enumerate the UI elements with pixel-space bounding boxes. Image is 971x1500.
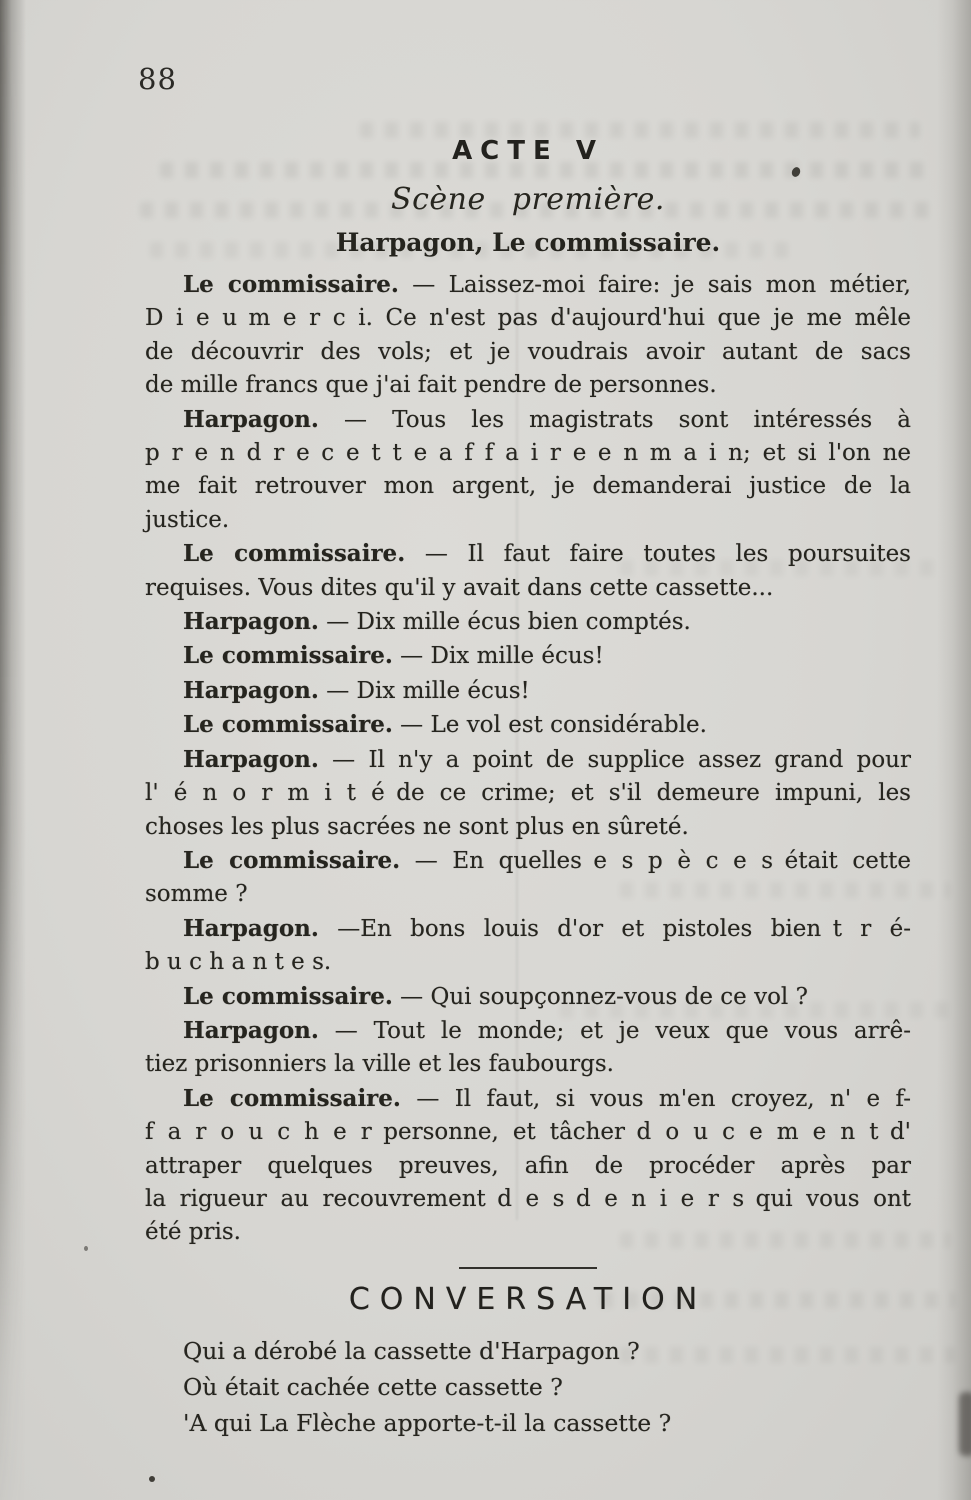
dialogue-line: Le commissaire. — Qui soupçonnez-vous de ce vol ?	[183, 982, 808, 1010]
dialogue-line: l' é n o r m i t é de ce crime; et s'il demeure impuni, les	[145, 780, 911, 807]
dialogue-line: D i e u m e r c i. Ce n'est pas d'aujourd'hui que je me mêle	[145, 305, 911, 332]
dialogue-line: b u c h a n t e s.	[145, 949, 332, 976]
dialogue-line: requises. Vous dites qu'il y avait dans cette cassette...	[145, 574, 774, 601]
dialogue-paragraph	[145, 403, 911, 538]
dialogue-line: Harpagon. — Dix mille écus!	[183, 676, 530, 704]
dialogue-paragraph	[145, 708, 911, 742]
dialogue-line: Harpagon. — Tous les magistrats sont intéressés à	[183, 405, 911, 433]
speaker-name: Harpagon.	[183, 745, 319, 773]
dialogue-paragraph	[145, 605, 911, 639]
dialogue-paragraph	[145, 980, 911, 1014]
right-page-edge-shadow	[937, 0, 971, 1500]
page-content	[145, 268, 911, 1441]
dialogue-line: Harpagon. — Tout le monde; et je veux que vous arrê-	[183, 1016, 911, 1044]
dialogue-paragraph	[145, 674, 911, 708]
dialogue-line: Le commissaire. — Il faut faire toutes les poursuites	[183, 540, 911, 568]
dialogue-line: p r e n d r e c e t t e a f f a i r e e n m a i n; et si l'on ne	[145, 440, 911, 467]
dialogue-line: f a r o u c h e r personne, et tâcher d o u c e m e n t d'	[145, 1119, 911, 1146]
dialogue-line: Le commissaire. — Dix mille écus!	[183, 642, 604, 670]
dialogue-line: été pris.	[145, 1219, 241, 1246]
speaker-name: Harpagon.	[183, 1016, 319, 1044]
speaker-name: Harpagon.	[183, 914, 319, 942]
speaker-name: Le commissaire.	[183, 846, 401, 874]
act-title: ACTE V	[452, 136, 604, 166]
dialogue-paragraph	[145, 1014, 911, 1082]
dialogue-line: justice.	[145, 506, 230, 533]
dialogue-line: Le commissaire. — Il faut, si vous m'en croyez, n' e f-	[183, 1084, 911, 1112]
dialogue-line: attraper quelques preuves, afin de procéder après par	[145, 1152, 911, 1179]
speaker-name: Le commissaire.	[183, 982, 393, 1010]
section-divider	[459, 1267, 597, 1269]
dialogue-line: de découvrir des vols; et je voudrais avoir autant de sacs	[145, 338, 911, 365]
dialogue-paragraph	[145, 743, 911, 844]
conversation-question: Qui a dérobé la cassette d'Harpagon ?	[183, 1336, 640, 1365]
dialogue-paragraph	[145, 912, 911, 980]
dialogue-line: Harpagon. — Il n'y a point de supplice assez grand pour	[183, 745, 911, 773]
dialogue-line: choses les plus sacrées ne sont plus en sûreté.	[145, 813, 689, 840]
binding-shadow-bottom-right	[959, 1392, 971, 1456]
dialogue-line: Le commissaire. — Le vol est considérable.	[183, 711, 707, 739]
characters-line: Harpagon, Le commissaire.	[335, 228, 721, 257]
dialogue-line: me fait retrouver mon argent, je demanderai justice de la	[145, 473, 911, 500]
dialogue-line: de mille francs que j'ai fait pendre de personnes.	[145, 372, 717, 399]
speaker-name: Harpagon.	[183, 608, 319, 636]
speaker-name: Le commissaire.	[183, 271, 399, 298]
dialogue-paragraph	[145, 268, 911, 403]
dialogue-paragraph	[145, 537, 911, 605]
dialogue-line: somme ?	[145, 881, 248, 908]
speaker-name: Le commissaire.	[183, 711, 393, 739]
conversation-question: Où était cachée cette cassette ?	[183, 1372, 563, 1401]
speaker-name: Le commissaire.	[183, 540, 406, 568]
page-number: 88	[138, 62, 177, 96]
conversation-questions	[145, 1333, 911, 1441]
dialogue-line: la rigueur au recouvrement d e s d e n i e r s qui vous ont	[145, 1185, 911, 1212]
dialogue-paragraph	[145, 1082, 911, 1250]
dialogue-line: tiez prisonniers la ville et les faubourgs.	[145, 1051, 614, 1078]
speaker-name: Le commissaire.	[183, 642, 393, 670]
conversation-question: 'A qui La Flèche apporte-t-il la cassette ?	[183, 1408, 672, 1437]
speaker-name: Le commissaire.	[183, 1084, 401, 1112]
dialogue-line: Harpagon. — Dix mille écus bien comptés.	[183, 608, 691, 636]
dialogue-paragraph	[145, 844, 911, 912]
speaker-name: Harpagon.	[183, 405, 319, 433]
speaker-name: Harpagon.	[183, 676, 319, 704]
dialogue	[145, 268, 911, 1250]
dialogue-line: Le commissaire. — Laissez-moi faire: je sais mon métier,	[183, 271, 911, 298]
dialogue-line: Harpagon. —En bons louis d'or et pistoles bien t r é-	[183, 914, 911, 942]
ink-speck	[149, 1476, 155, 1482]
left-page-edge-shadow	[0, 0, 26, 1500]
conversation-title: CONVERSATION	[348, 1281, 708, 1317]
scene-title: Scène première.	[391, 182, 665, 217]
ink-speck	[84, 1246, 88, 1251]
dialogue-paragraph	[145, 639, 911, 673]
dialogue-line: Le commissaire. — En quelles e s p è c e s était cette	[183, 846, 911, 874]
